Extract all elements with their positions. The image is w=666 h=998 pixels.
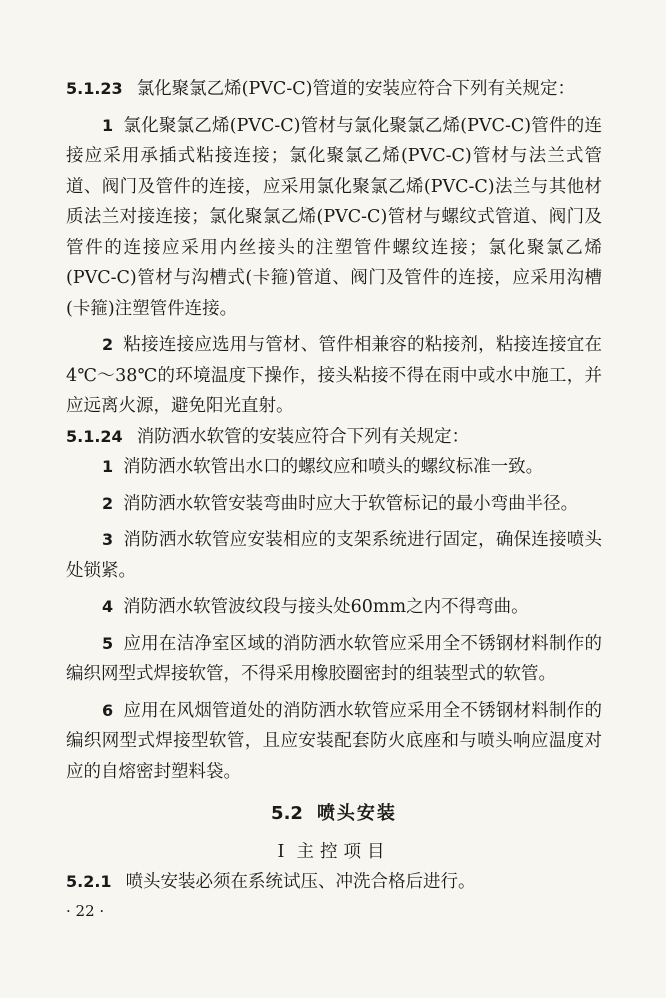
- item-number: 3: [102, 530, 114, 549]
- list-item: [66, 525, 602, 586]
- page-number: · 22 ·: [66, 902, 105, 920]
- subsection-title: 主控项目: [296, 842, 391, 862]
- subsection-heading: [66, 837, 602, 867]
- clause-text: 氯化聚氯乙烯(PVC-C)管道的安装应符合下列有关规定：: [136, 79, 575, 99]
- item-text: 消防洒水软管安装弯曲时应大于软管标记的最小弯曲半径。: [123, 493, 579, 514]
- clause-number: 5.1.24: [66, 426, 123, 446]
- clause-number: 5.2.1: [66, 872, 112, 891]
- list-item: [66, 629, 602, 690]
- item-text: 氯化聚氯乙烯(PVC-C)管材与氯化聚氯乙烯(PVC-C)管件的连接应采用承插式粘接连接；氯化聚氯乙烯(PVC-C)管材与法兰式管道、阀门及管件的连接，应采用氯化聚氯乙烯(PVC-C)法兰与其他材质法兰对接连接；氯化聚氯乙烯(PVC-C)管材与螺纹式管道、阀门及管件的连接应采用内丝接头的注塑管件螺纹连接；氯化聚氯乙烯(PVC-C)管材与沟槽式(卡箍)管道、阀门及管件的连接，应采用沟槽(卡箍)注塑管件连接。: [66, 115, 602, 319]
- item-number: 4: [102, 597, 114, 616]
- list-item: [66, 330, 602, 422]
- page-content: [66, 74, 602, 898]
- item-number: 1: [102, 457, 114, 476]
- clause-text: 消防洒水软管的安装应符合下列有关规定：: [136, 426, 470, 447]
- item-number: 5: [102, 633, 114, 653]
- list-item: [66, 592, 602, 623]
- list-item: [66, 111, 602, 325]
- item-text: 消防洒水软管波纹段与接头处60mm之内不得弯曲。: [123, 597, 529, 617]
- item-text: 应用在洁净室区域的消防洒水软管应采用全不锈钢材料制作的编织网型式焊接软管，不得采用橡胶圈密封的组装型式的软管。: [66, 633, 602, 684]
- item-text: 应用在风烟管道处的消防洒水软管应采用全不锈钢材料制作的编织网型式焊接型软管，且应安装配套防火底座和与喷头响应温度对应的自熔密封塑料袋。: [66, 700, 602, 782]
- section-heading: [66, 799, 602, 829]
- clause-5-2-1: [66, 867, 602, 898]
- item-text: 消防洒水软管出水口的螺纹应和喷头的螺纹标准一致。: [123, 457, 544, 477]
- subsection-roman: Ⅰ: [277, 842, 285, 862]
- item-number: 2: [102, 493, 114, 513]
- clause-5-1-23: [66, 74, 602, 105]
- item-number: 2: [102, 335, 114, 354]
- section-number: 5.2: [271, 803, 303, 824]
- list-item: [66, 696, 602, 788]
- item-text: 粘接连接应选用与管材、管件相兼容的粘接剂，粘接连接宜在4℃～38℃的环境温度下操作，接头粘接不得在雨中或水中施工，并应远离火源，避免阳光直射。: [66, 335, 602, 416]
- section-title: 喷头安装: [316, 803, 397, 824]
- item-number: 6: [102, 700, 114, 720]
- item-text: 消防洒水软管应安装相应的支架系统进行固定，确保连接喷头处锁紧。: [66, 530, 602, 581]
- clause-number: 5.1.23: [66, 79, 123, 98]
- clause-text: 喷头安装必须在系统试压、冲洗合格后进行。: [125, 872, 476, 892]
- list-item: [66, 452, 602, 483]
- item-number: 1: [102, 115, 114, 135]
- clause-5-1-24: [66, 422, 602, 453]
- list-item: [66, 489, 602, 520]
